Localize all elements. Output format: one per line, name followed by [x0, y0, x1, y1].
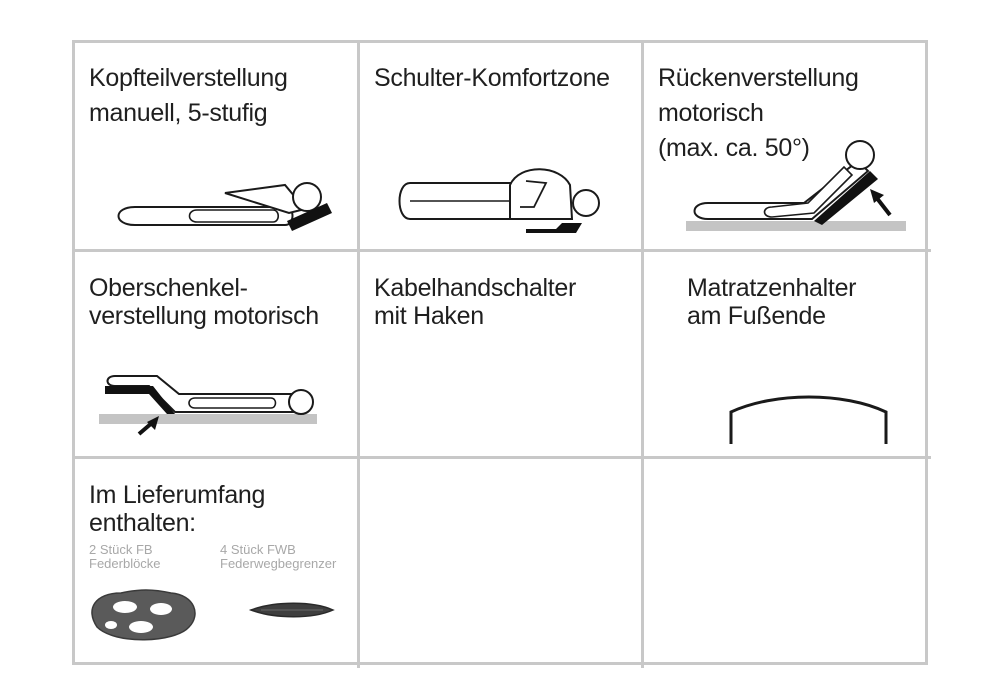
- cell-schulter-komfortzone: [360, 43, 644, 252]
- feature-title: Im Lieferumfang enthalten:: [89, 481, 266, 537]
- spring-block-caption: 2 Stück FB Federblöcke: [89, 542, 161, 571]
- bed-head-adjust-icon: [75, 43, 360, 252]
- cell-kabelhandschalter: [360, 252, 644, 459]
- cell-oberschenkelverstellung: [75, 252, 360, 459]
- feature-title: Rückenverstellung motorisch (max. ca. 50°): [658, 64, 859, 162]
- features-table: [72, 40, 928, 665]
- cell-kopfteilverstellung: [75, 43, 360, 252]
- cell-matratzenhalter: [644, 252, 931, 459]
- feature-title: Oberschenkel- verstellung motorisch: [89, 274, 319, 330]
- feature-title: Schulter-Komfortzone: [374, 64, 610, 92]
- thigh-motor-adjust-icon: [75, 252, 360, 459]
- cell-rueckenverstellung: [644, 43, 931, 252]
- cell-lieferumfang: [75, 459, 360, 668]
- feature-title: Kabelhandschalter mit Haken: [374, 274, 576, 330]
- feature-title: Kopfteilverstellung manuell, 5-stufig: [89, 64, 288, 127]
- feature-title: Matratzenhalter am Fußende: [687, 274, 857, 330]
- empty-cell: [360, 459, 644, 668]
- mattress-holder-icon: [644, 252, 931, 459]
- spring-limiter-caption: 4 Stück FWB Federwegbegrenzer: [220, 542, 337, 571]
- shoulder-comfort-zone-icon: [360, 43, 644, 252]
- spring-limiter-icon: [75, 459, 360, 668]
- empty-cell: [644, 459, 931, 668]
- back-motor-adjust-icon: [644, 43, 931, 252]
